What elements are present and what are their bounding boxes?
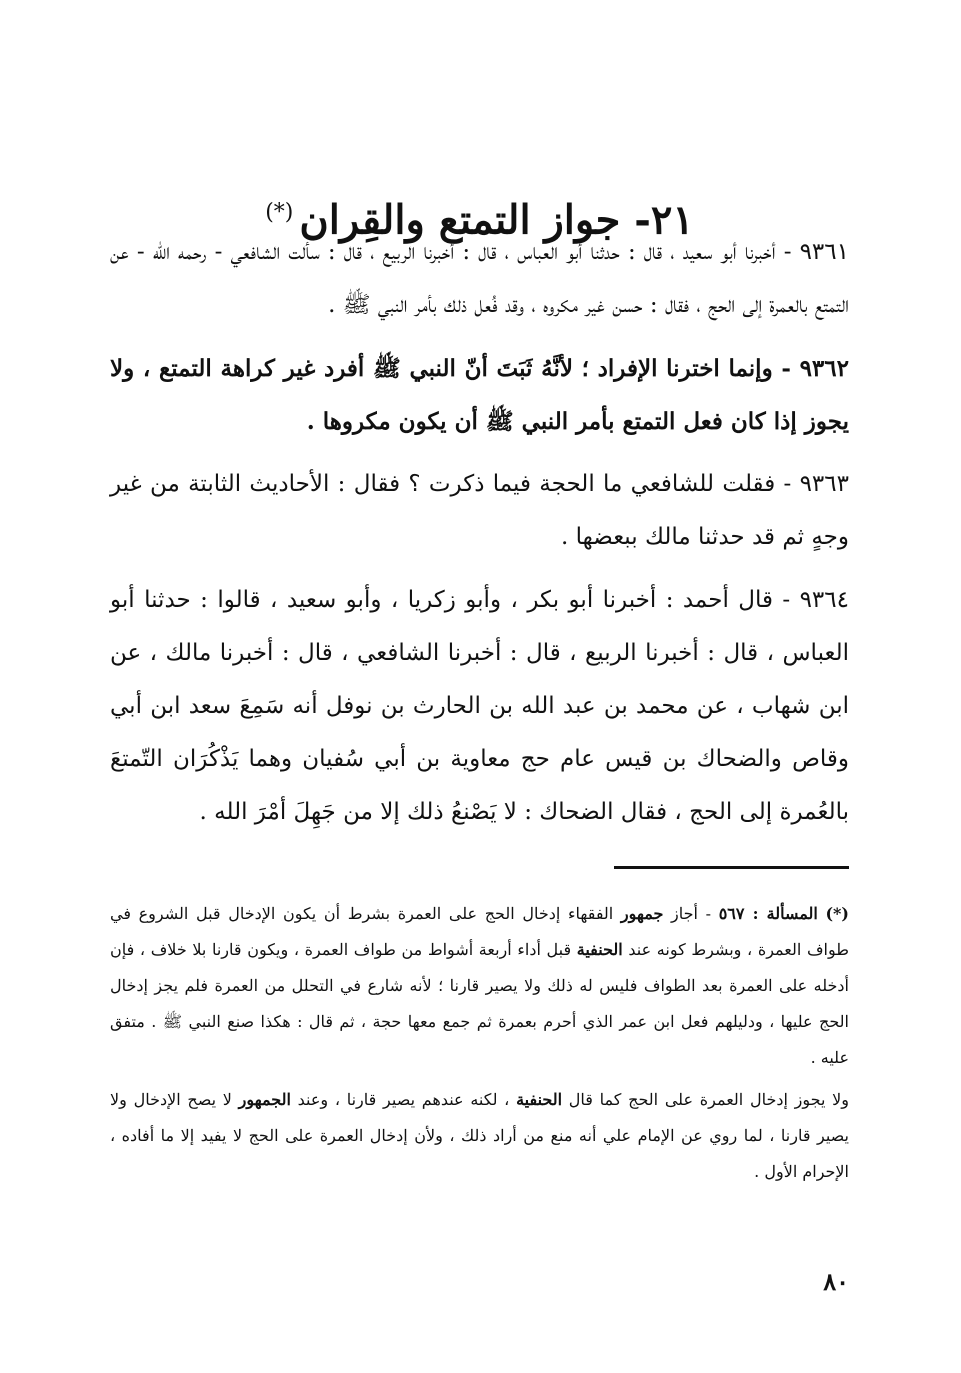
footnote-1-text-b: الفقهاء إدخال الحج على العمرة بشرط أن يكون الإدخال قبل الشروع في طواف العمرة ، وبشرط كونه عند <box>110 904 849 959</box>
footnote-2-jumhur: الجمهور <box>238 1090 291 1109</box>
footnote-2-text-a: ولا يجوز إدخال العمرة على الحج كما قال <box>562 1090 850 1109</box>
footnote-2 <box>110 1082 849 1190</box>
footnote-1 <box>110 896 849 1076</box>
footnote-2-hanafiyya: الحنفية <box>516 1090 563 1109</box>
hadith-paragraph-9361: ٩٣٦١ - أخبرنا أبو سعيد ، قال : حدثنا أبو العباس ، قال : أخبرنا الربيع ، قال : سألت الشافعي - رحمه الله - عن التمتع بالعمرة إلى الحج ، فقال : حسن غير مكروه ، وقد فُعل ذلك بأمر النبي ﷺ . <box>110 239 849 318</box>
hadith-paragraph-9363: ٩٣٦٣ - فقلت للشافعي ما الحجة فيما ذكرت ؟ فقال : الأحاديث الثابتة من غير وجهٍ ثم قد حدثنا مالك ببعضها . <box>110 471 849 550</box>
book-page <box>110 0 849 1373</box>
footnote-1-text-a: - أجاز <box>663 904 719 923</box>
footnote-1-hanafiyya: الحنفية <box>576 940 623 959</box>
footnote-1-label: المسألة : ٥٦٧ <box>718 904 818 923</box>
footnote-1-mark: (*) <box>825 904 849 923</box>
footnote-1-jumhur: جمهور <box>620 904 664 923</box>
page-number: ٨٠ <box>823 1267 849 1296</box>
footnote-2-text-c: لا يصح الإدخال ولا يصير قارنا ، لما روي عن الإمام علي أنه منع من أراد ذلك ، ولأن إدخال العمرة على الحج لا يفيد إلا ما أفاده ، الإحرام الأول . <box>110 1090 849 1181</box>
chapter-footnote-ref: (*) <box>265 199 294 225</box>
footnote-1-text-c: قبل أداء أربعة أشواط من طواف العمرة ، ويكون قارنا بلا خلاف ، فإن أدخله على العمرة بعد الطواف فليس له ذلك ولا يصير قارنا ؛ لأنه شارع في التحلل من العمرة فلم يجز إدخال الحج عليها ، ودليلهم فعل ابن عمر الذي أحرم بعمرة ثم جمع معها حجة ، ثم قال : هكذا صنع النبي ﷺ . متفق عليه . <box>110 940 849 1067</box>
footnote-2-text-b: ، لكنه عندهم يصير قارنا ، وعند <box>290 1090 517 1109</box>
hadith-paragraph-9364: ٩٣٦٤ - قال أحمد : أخبرنا أبو بكر ، وأبو زكريا ، وأبو سعيد ، قالوا : حدثنا أبو العباس ، قال : أخبرنا الربيع ، قال : أخبرنا الشافعي ، قال : أخبرنا مالك ، عن ابن شهاب ، عن محمد بن عبد الله بن الحارث بن نوفل أنه سَمِعَ سعد ابن أبي وقاص والضحاك بن قيس عام حج معاوية بن أبي سُفيان وهما يَذْكُرَان التّمتعَ بالعُمرة إلى الحج ، فقال الضحاك : لا يَصْنعُ ذلك إلا من جَهِلَ أمْرَ الله . <box>110 587 849 825</box>
chapter-title-text: ٢١- جواز التمتع والقِران <box>299 196 694 244</box>
main-text <box>110 226 849 849</box>
hadith-paragraph-9362: ٩٣٦٢ - وإنما اخترنا الإفراد ؛ لأنَّهُ ثَبَتَ أنّ النبي ﷺ أفرد غير كراهة التمتع ، ولا يجوز إذا كان فعل التمتع بأمر النبي ﷺ أن يكون مكروها . <box>110 355 849 435</box>
footnote-divider <box>614 866 849 869</box>
footnotes <box>110 896 849 1196</box>
